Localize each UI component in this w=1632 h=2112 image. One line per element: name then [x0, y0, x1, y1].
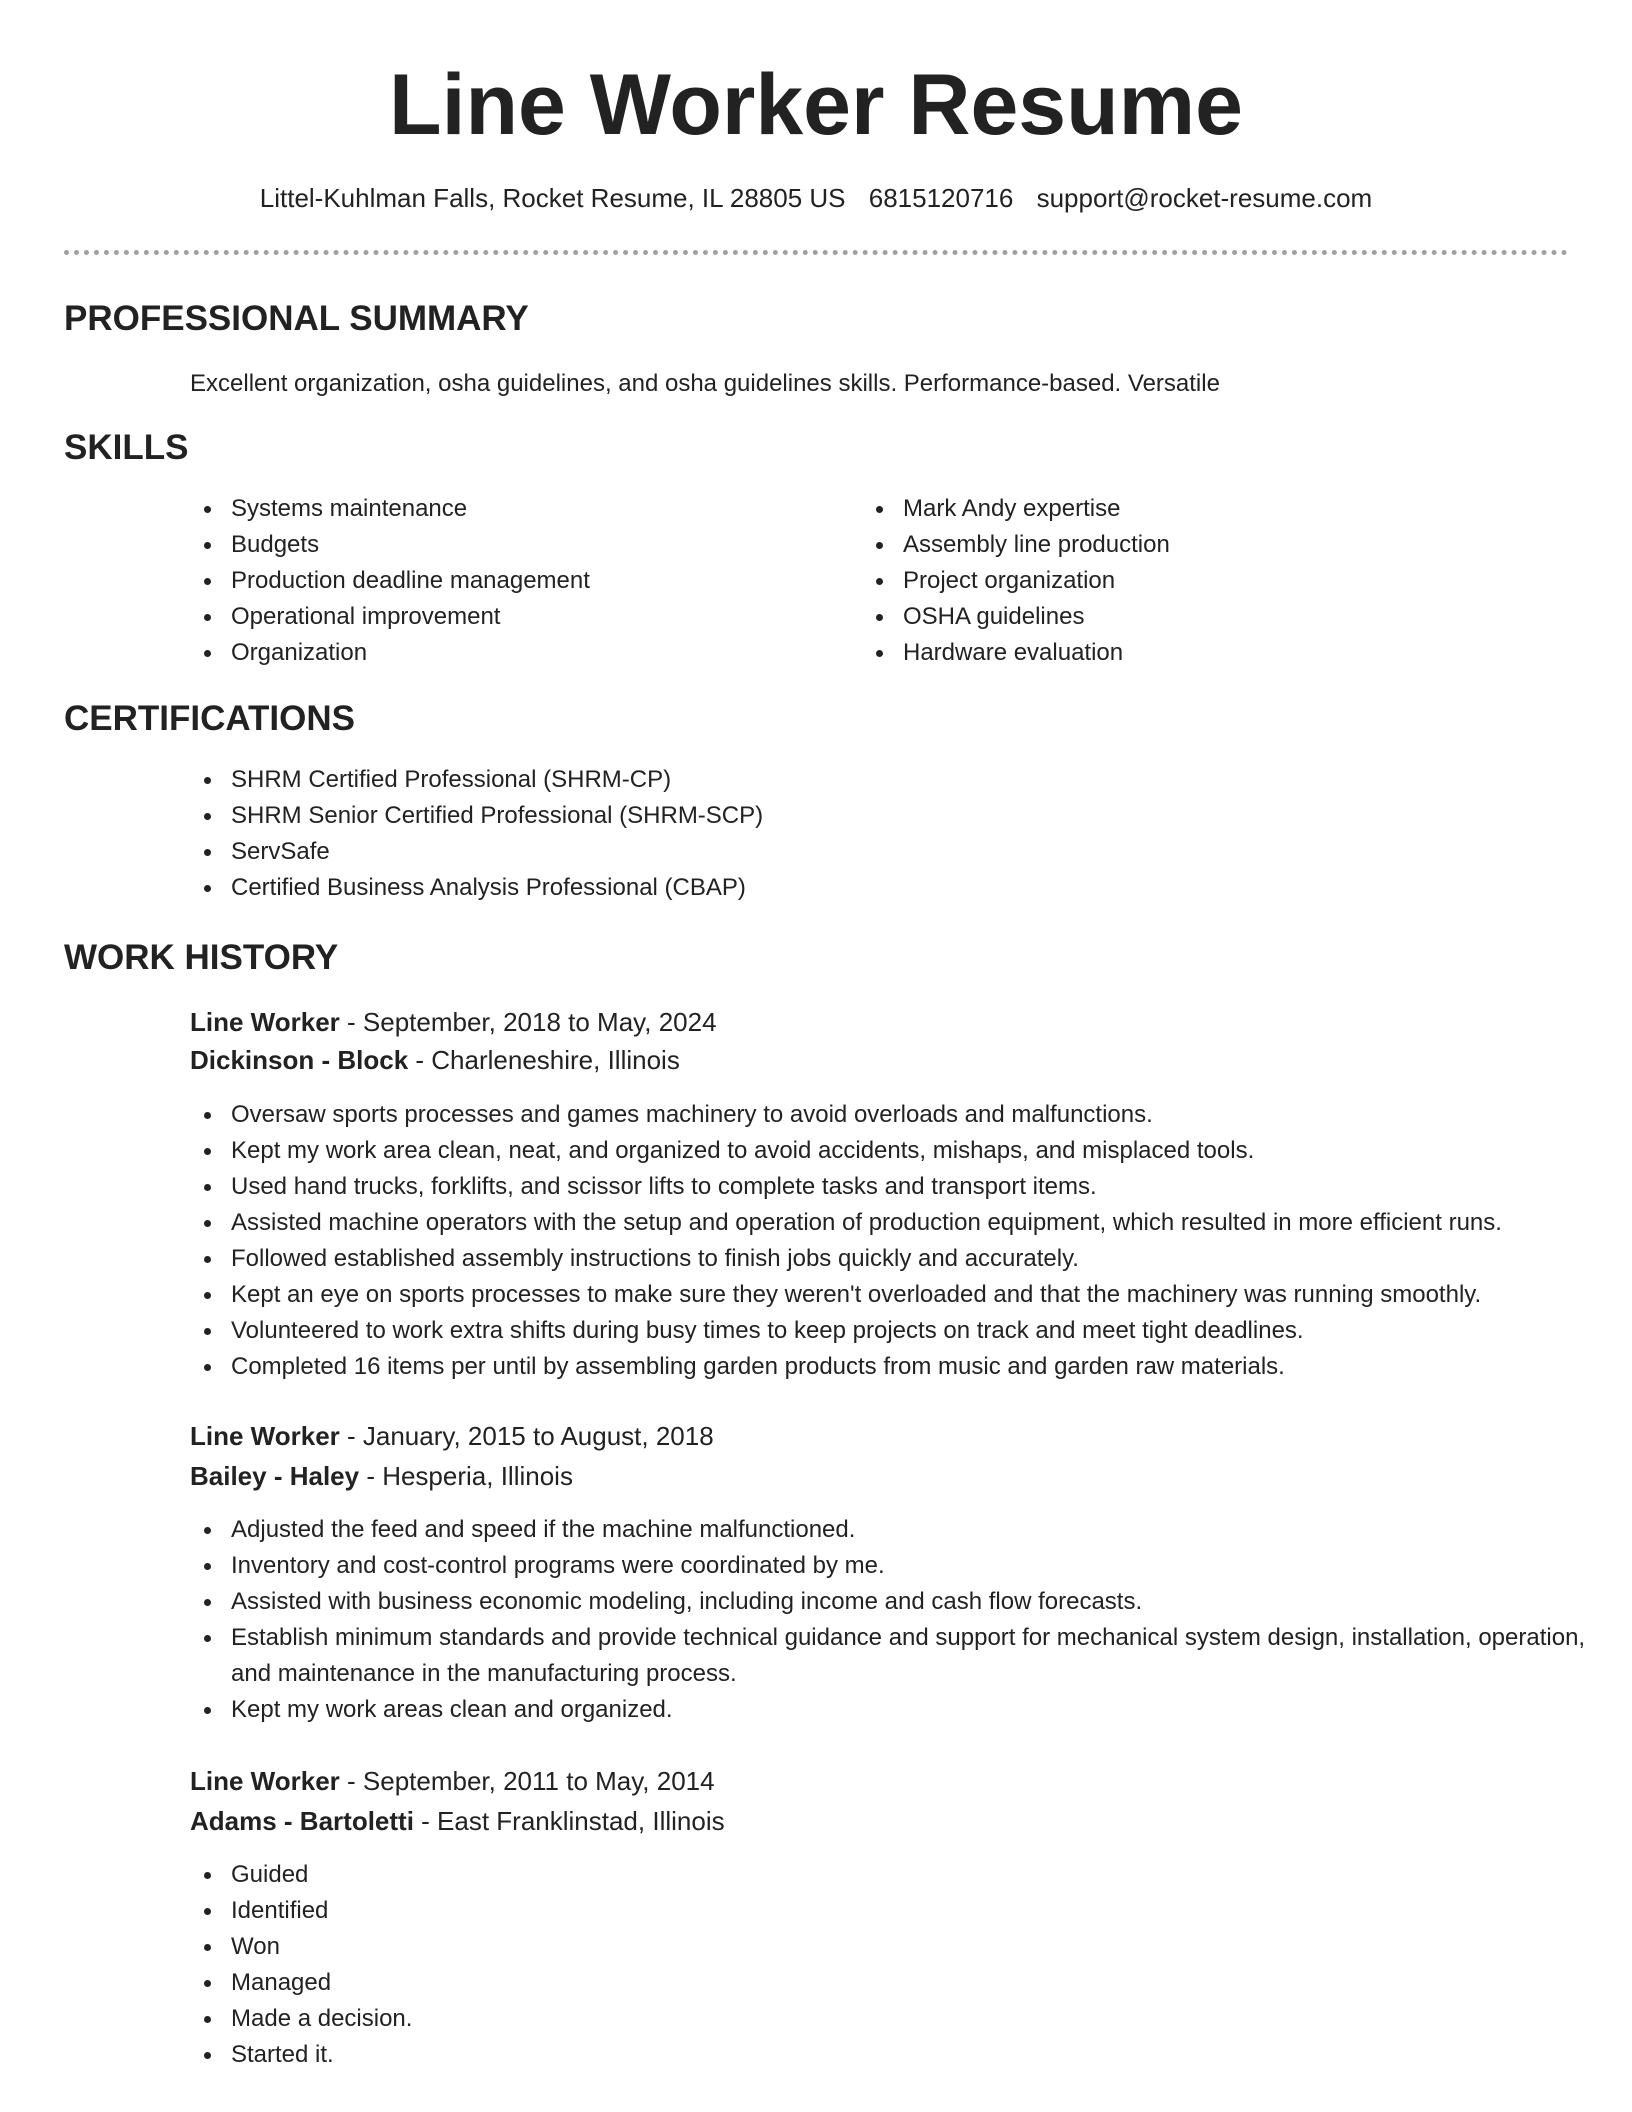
skill-item: Mark Andy expertise [903, 491, 1170, 527]
certifications-list [187, 762, 763, 906]
job-location: - Charleneshire, Illinois [408, 1045, 680, 1075]
summary-heading: PROFESSIONAL SUMMARY [64, 299, 529, 338]
certification-item: SHRM Senior Certified Professional (SHRM-SCP) [231, 798, 763, 834]
skills-list-right [859, 491, 1170, 671]
job-bullet: Kept an eye on sports processes to make sure they weren't overloaded and that the machinery was running smoothly. [231, 1277, 1502, 1313]
certification-item: ServSafe [231, 834, 763, 870]
job-role: Line Worker [190, 1421, 340, 1451]
job-bullets [187, 1857, 412, 2073]
job-bullet: Won [231, 1929, 412, 1965]
job-company: Bailey - Haley [190, 1461, 360, 1491]
job-company: Dickinson - Block [190, 1045, 409, 1075]
certifications-heading: CERTIFICATIONS [64, 699, 356, 738]
job-bullet: Used hand trucks, forklifts, and scissor lifts to complete tasks and transport items. [231, 1169, 1502, 1205]
certification-item: SHRM Certified Professional (SHRM-CP) [231, 762, 763, 798]
job-bullets [187, 1097, 1502, 1385]
job-role: Line Worker [190, 1766, 340, 1796]
skill-item: Project organization [903, 563, 1170, 599]
summary-text: Excellent organization, osha guidelines, and osha guidelines skills. Performance-based. Versatile [190, 370, 1220, 397]
job-company-line [190, 1040, 680, 1080]
job-bullet: Kept my work area clean, neat, and organized to avoid accidents, mishaps, and misplaced tools. [231, 1133, 1502, 1169]
skills-list-left [187, 491, 590, 671]
job-location: - Hesperia, Illinois [359, 1461, 573, 1491]
job-title-line [190, 1416, 714, 1456]
job-bullet: Started it. [231, 2037, 412, 2073]
job-title-line [190, 1761, 715, 1801]
job-dates: - January, 2015 to August, 2018 [339, 1421, 714, 1451]
header-divider [64, 250, 1568, 255]
job-company-line [190, 1801, 725, 1841]
job-bullet: Made a decision. [231, 2001, 412, 2037]
work-history-heading: WORK HISTORY [64, 938, 339, 977]
job-bullets [187, 1512, 1586, 1728]
job-bullet: Managed [231, 1965, 412, 2001]
job-company-line [190, 1456, 573, 1496]
skill-item: Hardware evaluation [903, 635, 1170, 671]
job-company: Adams - Bartoletti [190, 1806, 414, 1836]
job-bullet: Inventory and cost-control programs were coordinated by me. [231, 1548, 1586, 1584]
skill-item: Systems maintenance [231, 491, 590, 527]
job-bullet: Guided [231, 1857, 412, 1893]
contact-address: Littel-Kuhlman Falls, Rocket Resume, IL 28805 US [259, 183, 846, 213]
resume-title: Line Worker Resume [389, 57, 1243, 153]
job-title-line [190, 1002, 717, 1042]
skills-heading: SKILLS [64, 428, 189, 467]
job-bullet: Volunteered to work extra shifts during busy times to keep projects on track and meet tight deadlines. [231, 1313, 1502, 1349]
job-role: Line Worker [190, 1007, 340, 1037]
skill-item: Production deadline management [231, 563, 590, 599]
job-bullet: Completed 16 items per until by assembling garden products from music and garden raw materials. [231, 1349, 1502, 1385]
contact-phone: 6815120716 [868, 183, 1014, 213]
skill-item: Organization [231, 635, 590, 671]
job-bullet: Kept my work areas clean and organized. [231, 1692, 1586, 1728]
job-bullet: Followed established assembly instructions to finish jobs quickly and accurately. [231, 1241, 1502, 1277]
certification-item: Certified Business Analysis Professional (CBAP) [231, 870, 763, 906]
job-bullet: Assisted machine operators with the setup and operation of production equipment, which resulted in more efficient runs. [231, 1205, 1502, 1241]
skill-item: Budgets [231, 527, 590, 563]
contact-line [0, 178, 1632, 218]
job-bullet: Adjusted the feed and speed if the machine malfunctioned. [231, 1512, 1586, 1548]
skill-item: OSHA guidelines [903, 599, 1170, 635]
skill-item: Operational improvement [231, 599, 590, 635]
job-bullet: Establish minimum standards and provide technical guidance and support for mechanical system design, installation, operation, and maintenance in the manufacturing process. [231, 1620, 1586, 1692]
job-dates: - September, 2011 to May, 2014 [339, 1766, 715, 1796]
job-bullet: Assisted with business economic modeling, including income and cash flow forecasts. [231, 1584, 1586, 1620]
job-bullet: Identified [231, 1893, 412, 1929]
job-dates: - September, 2018 to May, 2024 [339, 1007, 717, 1037]
job-location: - East Franklinstad, Illinois [413, 1806, 725, 1836]
contact-email: support@rocket-resume.com [1036, 183, 1373, 213]
job-bullet: Oversaw sports processes and games machinery to avoid overloads and malfunctions. [231, 1097, 1502, 1133]
skill-item: Assembly line production [903, 527, 1170, 563]
